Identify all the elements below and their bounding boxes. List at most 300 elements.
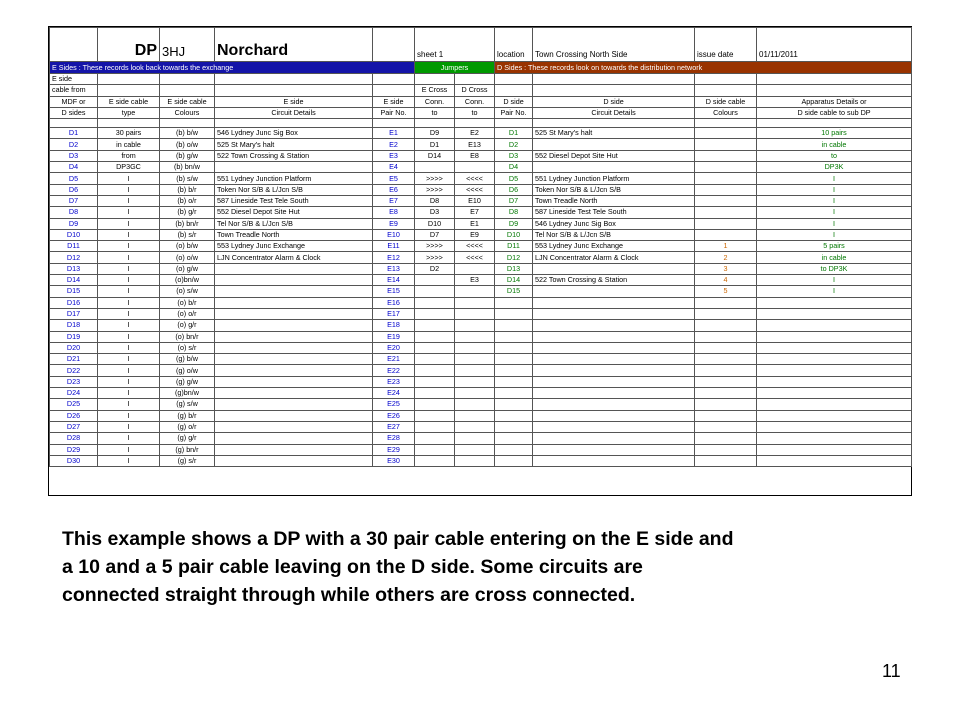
- d-pair-cell: D15: [495, 286, 533, 297]
- d-cross-cell: [455, 263, 495, 274]
- mdf-cell: D4: [50, 162, 98, 173]
- e-colours-cell: (o) s/w: [160, 286, 215, 297]
- e-pair-cell: E4: [373, 162, 415, 173]
- table-row: [50, 365, 912, 376]
- e-pair-cell: E6: [373, 184, 415, 195]
- d-colours-cell: [695, 207, 757, 218]
- d-pair-cell: D8: [495, 207, 533, 218]
- d-cross-cell: E9: [455, 229, 495, 240]
- apparatus-cell: [757, 444, 912, 455]
- mdf-cell: D11: [50, 241, 98, 252]
- d-colours-cell: [695, 410, 757, 421]
- d-cross-cell: E1: [455, 218, 495, 229]
- e-colours-cell: (b) o/w: [160, 139, 215, 150]
- e-colours-cell: (b) g/r: [160, 207, 215, 218]
- e-pair-cell: E5: [373, 173, 415, 184]
- d-colours-cell: 3: [695, 263, 757, 274]
- mdf-cell: D3: [50, 150, 98, 161]
- d-colours-cell: [695, 376, 757, 387]
- header-cell: D side cable: [695, 96, 757, 107]
- d-cross-cell: [455, 421, 495, 432]
- d-cross-cell: [455, 399, 495, 410]
- d-pair-cell: [495, 308, 533, 319]
- cable-type-cell: in cable: [98, 139, 160, 150]
- cable-type-cell: I: [98, 297, 160, 308]
- e-colours-cell: (o) g/r: [160, 320, 215, 331]
- apparatus-cell: [757, 354, 912, 365]
- d-colours-cell: [695, 173, 757, 184]
- e-colours-cell: (g) b/r: [160, 410, 215, 421]
- apparatus-cell: [757, 320, 912, 331]
- apparatus-cell: [757, 308, 912, 319]
- e-circuit-cell: 551 Lydney Junction Platform: [215, 173, 373, 184]
- header-cell: Colours: [160, 107, 215, 118]
- d-pair-cell: [495, 320, 533, 331]
- d-pair-cell: [495, 354, 533, 365]
- header-cell: MDF or: [50, 96, 98, 107]
- d-pair-cell: [495, 421, 533, 432]
- d-pair-cell: [495, 376, 533, 387]
- header-cell: E Cross: [415, 85, 455, 96]
- d-cross-cell: E2: [455, 128, 495, 139]
- d-circuit-cell: 522 Town Crossing & Station: [533, 275, 695, 286]
- mdf-cell: D6: [50, 184, 98, 195]
- e-pair-cell: E3: [373, 150, 415, 161]
- e-colours-cell: (b) b/r: [160, 184, 215, 195]
- e-colours-cell: (o) s/r: [160, 342, 215, 353]
- header-cell: Circuit Details: [215, 107, 373, 118]
- d-cross-cell: [455, 365, 495, 376]
- header-row-3: [50, 96, 912, 107]
- dp-record-table: [49, 27, 912, 467]
- apparatus-cell: in cable: [757, 252, 912, 263]
- d-pair-cell: D13: [495, 263, 533, 274]
- d-cross-cell: E3: [455, 275, 495, 286]
- e-pair-cell: E17: [373, 308, 415, 319]
- e-cross-cell: [415, 275, 455, 286]
- apparatus-cell: [757, 342, 912, 353]
- header-cell: Pair No.: [495, 107, 533, 118]
- d-circuit-cell: [533, 162, 695, 173]
- e-cross-cell: >>>>: [415, 252, 455, 263]
- d-circuit-cell: [533, 331, 695, 342]
- e-pair-cell: E13: [373, 263, 415, 274]
- d-colours-cell: [695, 365, 757, 376]
- e-colours-cell: (g) s/r: [160, 455, 215, 466]
- apparatus-cell: I: [757, 275, 912, 286]
- mdf-cell: D22: [50, 365, 98, 376]
- d-circuit-cell: 552 Diesel Depot Site Hut: [533, 150, 695, 161]
- e-colours-cell: (g) o/r: [160, 421, 215, 432]
- d-pair-cell: D14: [495, 275, 533, 286]
- e-cross-cell: D3: [415, 207, 455, 218]
- e-colours-cell: (b) b/w: [160, 128, 215, 139]
- e-cross-cell: [415, 399, 455, 410]
- d-colours-cell: 5: [695, 286, 757, 297]
- d-colours-cell: [695, 433, 757, 444]
- d-cross-cell: E10: [455, 195, 495, 206]
- cable-type-cell: DP3GC: [98, 162, 160, 173]
- mdf-cell: D14: [50, 275, 98, 286]
- e-cross-cell: [415, 444, 455, 455]
- table-row: [50, 421, 912, 432]
- d-cross-cell: [455, 297, 495, 308]
- e-cross-cell: [415, 388, 455, 399]
- d-circuit-cell: [533, 308, 695, 319]
- e-pair-cell: E20: [373, 342, 415, 353]
- issue-date-value: 01/11/2011: [757, 28, 912, 62]
- d-cross-cell: <<<<: [455, 252, 495, 263]
- table-row: [50, 162, 912, 173]
- e-colours-cell: (o) g/w: [160, 263, 215, 274]
- header-row-4: [50, 107, 912, 118]
- e-colours-cell: (o)bn/w: [160, 275, 215, 286]
- table-row: [50, 263, 912, 274]
- header-cell: to: [455, 107, 495, 118]
- e-colours-cell: (o) bn/r: [160, 331, 215, 342]
- e-circuit-cell: [215, 342, 373, 353]
- header-cell: D Cross: [455, 85, 495, 96]
- e-pair-cell: E25: [373, 399, 415, 410]
- e-colours-cell: (o) o/r: [160, 308, 215, 319]
- d-pair-cell: [495, 444, 533, 455]
- d-colours-cell: [695, 184, 757, 195]
- e-colours-cell: (g) g/r: [160, 433, 215, 444]
- e-pair-cell: E26: [373, 410, 415, 421]
- d-colours-cell: [695, 229, 757, 240]
- d-circuit-cell: 525 St Mary's halt: [533, 128, 695, 139]
- e-pair-cell: E18: [373, 320, 415, 331]
- e-circuit-cell: [215, 263, 373, 274]
- d-cross-cell: [455, 455, 495, 466]
- mdf-cell: D8: [50, 207, 98, 218]
- mdf-cell: D5: [50, 173, 98, 184]
- d-pair-cell: D12: [495, 252, 533, 263]
- cable-type-cell: I: [98, 399, 160, 410]
- d-cross-cell: [455, 410, 495, 421]
- e-circuit-cell: Tel Nor S/B & L/Jcn S/B: [215, 218, 373, 229]
- dp-name: Norchard: [215, 28, 373, 62]
- e-circuit-cell: [215, 433, 373, 444]
- e-circuit-cell: [215, 297, 373, 308]
- d-cross-cell: <<<<: [455, 173, 495, 184]
- e-pair-cell: E27: [373, 421, 415, 432]
- e-cross-cell: [415, 455, 455, 466]
- cable-type-cell: I: [98, 263, 160, 274]
- cable-type-cell: I: [98, 184, 160, 195]
- mdf-cell: D21: [50, 354, 98, 365]
- mdf-cell: D2: [50, 139, 98, 150]
- d-circuit-cell: Tel Nor S/B & L/Jcn S/B: [533, 229, 695, 240]
- d-cross-cell: [455, 286, 495, 297]
- location-value: Town Crossing North Side: [533, 28, 695, 62]
- d-circuit-cell: [533, 139, 695, 150]
- d-pair-cell: D1: [495, 128, 533, 139]
- cable-type-cell: I: [98, 207, 160, 218]
- e-circuit-cell: 522 Town Crossing & Station: [215, 150, 373, 161]
- d-colours-cell: [695, 297, 757, 308]
- d-cross-cell: [455, 376, 495, 387]
- d-circuit-cell: [533, 297, 695, 308]
- mdf-cell: D23: [50, 376, 98, 387]
- d-sides-band: D Sides : These records look on towards the distribution network: [495, 62, 912, 74]
- cable-type-cell: I: [98, 241, 160, 252]
- d-pair-cell: [495, 297, 533, 308]
- sheet-label: sheet 1: [415, 28, 495, 62]
- d-pair-cell: D10: [495, 229, 533, 240]
- table-row: [50, 320, 912, 331]
- e-cross-cell: >>>>: [415, 184, 455, 195]
- d-circuit-cell: [533, 410, 695, 421]
- d-pair-cell: D9: [495, 218, 533, 229]
- table-row: [50, 388, 912, 399]
- d-pair-cell: [495, 342, 533, 353]
- e-colours-cell: (g) b/w: [160, 354, 215, 365]
- header-cell: D sides: [50, 107, 98, 118]
- apparatus-cell: [757, 297, 912, 308]
- d-cross-cell: [455, 320, 495, 331]
- d-pair-cell: D3: [495, 150, 533, 161]
- spreadsheet: [48, 26, 912, 496]
- d-pair-cell: [495, 455, 533, 466]
- cable-type-cell: I: [98, 286, 160, 297]
- mdf-cell: D25: [50, 399, 98, 410]
- table-row: [50, 376, 912, 387]
- d-colours-cell: [695, 354, 757, 365]
- d-pair-cell: D11: [495, 241, 533, 252]
- e-cross-cell: [415, 433, 455, 444]
- table-row: [50, 297, 912, 308]
- e-circuit-cell: 525 St Mary's halt: [215, 139, 373, 150]
- e-circuit-cell: [215, 275, 373, 286]
- apparatus-cell: I: [757, 207, 912, 218]
- table-row: [50, 275, 912, 286]
- e-cross-cell: [415, 342, 455, 353]
- cable-type-cell: from: [98, 150, 160, 161]
- d-colours-cell: [695, 444, 757, 455]
- table-row: [50, 150, 912, 161]
- d-colours-cell: [695, 195, 757, 206]
- cable-type-cell: I: [98, 229, 160, 240]
- header-cell: Pair No.: [373, 107, 415, 118]
- apparatus-cell: [757, 433, 912, 444]
- header-cell: Circuit Details: [533, 107, 695, 118]
- e-colours-cell: (b) o/r: [160, 195, 215, 206]
- e-circuit-cell: [215, 444, 373, 455]
- d-cross-cell: <<<<: [455, 184, 495, 195]
- apparatus-cell: DP3K: [757, 162, 912, 173]
- mdf-cell: D17: [50, 308, 98, 319]
- apparatus-cell: I: [757, 195, 912, 206]
- e-cross-cell: D1: [415, 139, 455, 150]
- d-colours-cell: [695, 388, 757, 399]
- d-circuit-cell: 587 Lineside Test Tele South: [533, 207, 695, 218]
- d-cross-cell: [455, 331, 495, 342]
- header-cell: Conn.: [415, 96, 455, 107]
- e-circuit-cell: Token Nor S/B & L/Jcn S/B: [215, 184, 373, 195]
- mdf-cell: D13: [50, 263, 98, 274]
- d-circuit-cell: [533, 421, 695, 432]
- mdf-cell: D15: [50, 286, 98, 297]
- d-pair-cell: D5: [495, 173, 533, 184]
- cable-type-cell: I: [98, 195, 160, 206]
- e-colours-cell: (o) b/w: [160, 241, 215, 252]
- mdf-cell: D10: [50, 229, 98, 240]
- table-row: [50, 410, 912, 421]
- apparatus-cell: I: [757, 286, 912, 297]
- e-sides-band: E Sides : These records look back towards the exchange: [50, 62, 415, 74]
- e-colours-cell: (o) b/r: [160, 297, 215, 308]
- d-cross-cell: [455, 433, 495, 444]
- d-colours-cell: [695, 218, 757, 229]
- e-cross-cell: D9: [415, 128, 455, 139]
- mdf-cell: D20: [50, 342, 98, 353]
- d-colours-cell: 2: [695, 252, 757, 263]
- d-circuit-cell: [533, 455, 695, 466]
- apparatus-cell: to: [757, 150, 912, 161]
- apparatus-cell: I: [757, 173, 912, 184]
- mdf-cell: D24: [50, 388, 98, 399]
- e-cross-cell: [415, 286, 455, 297]
- e-pair-cell: E12: [373, 252, 415, 263]
- d-colours-cell: [695, 308, 757, 319]
- e-cross-cell: [415, 308, 455, 319]
- e-cross-cell: D7: [415, 229, 455, 240]
- e-circuit-cell: [215, 365, 373, 376]
- d-circuit-cell: [533, 388, 695, 399]
- e-cross-cell: >>>>: [415, 241, 455, 252]
- d-circuit-cell: [533, 320, 695, 331]
- d-circuit-cell: [533, 286, 695, 297]
- cable-type-cell: 30 pairs: [98, 128, 160, 139]
- e-pair-cell: E22: [373, 365, 415, 376]
- e-pair-cell: E24: [373, 388, 415, 399]
- apparatus-cell: [757, 376, 912, 387]
- e-circuit-cell: LJN Concentrator Alarm & Clock: [215, 252, 373, 263]
- table-row: [50, 139, 912, 150]
- mdf-cell: D7: [50, 195, 98, 206]
- cable-type-cell: I: [98, 320, 160, 331]
- e-cross-cell: >>>>: [415, 173, 455, 184]
- dp-code: 3HJ: [160, 28, 215, 62]
- d-circuit-cell: [533, 342, 695, 353]
- d-circuit-cell: [533, 433, 695, 444]
- e-cross-cell: D8: [415, 195, 455, 206]
- d-pair-cell: D4: [495, 162, 533, 173]
- table-row: [50, 195, 912, 206]
- cable-type-cell: I: [98, 342, 160, 353]
- issue-date-label: issue date: [695, 28, 757, 62]
- header-cell: D side: [495, 96, 533, 107]
- e-circuit-cell: [215, 388, 373, 399]
- d-colours-cell: [695, 399, 757, 410]
- d-cross-cell: E7: [455, 207, 495, 218]
- e-cross-cell: D14: [415, 150, 455, 161]
- cable-type-cell: I: [98, 410, 160, 421]
- d-colours-cell: [695, 342, 757, 353]
- mdf-cell: D9: [50, 218, 98, 229]
- table-row: [50, 218, 912, 229]
- title-row: [50, 28, 912, 62]
- d-pair-cell: [495, 388, 533, 399]
- location-label: location: [495, 28, 533, 62]
- jumpers-band: Jumpers: [415, 62, 495, 74]
- e-circuit-cell: Town Treadle North: [215, 229, 373, 240]
- d-cross-cell: [455, 162, 495, 173]
- d-circuit-cell: [533, 365, 695, 376]
- d-cross-cell: [455, 444, 495, 455]
- apparatus-cell: [757, 331, 912, 342]
- e-cross-cell: [415, 331, 455, 342]
- d-circuit-cell: 546 Lydney Junc Sig Box: [533, 218, 695, 229]
- cable-type-cell: I: [98, 444, 160, 455]
- caption-line: This example shows a DP with a 30 pair cable entering on the E side and: [62, 528, 734, 550]
- header-cell: E side: [50, 74, 98, 85]
- apparatus-cell: I: [757, 229, 912, 240]
- table-row: [50, 184, 912, 195]
- cable-type-cell: I: [98, 252, 160, 263]
- e-pair-cell: E15: [373, 286, 415, 297]
- e-colours-cell: (g) bn/r: [160, 444, 215, 455]
- e-cross-cell: [415, 297, 455, 308]
- page-number: 11: [882, 661, 901, 681]
- d-circuit-cell: [533, 354, 695, 365]
- table-row: [50, 252, 912, 263]
- mdf-cell: D18: [50, 320, 98, 331]
- table-row: [50, 229, 912, 240]
- caption: [62, 525, 902, 609]
- table-row: [50, 399, 912, 410]
- d-circuit-cell: 553 Lydney Junc Exchange: [533, 241, 695, 252]
- e-pair-cell: E19: [373, 331, 415, 342]
- table-row: [50, 331, 912, 342]
- cable-type-cell: I: [98, 354, 160, 365]
- e-circuit-cell: [215, 421, 373, 432]
- d-colours-cell: 4: [695, 275, 757, 286]
- apparatus-cell: I: [757, 184, 912, 195]
- e-cross-cell: [415, 320, 455, 331]
- mdf-cell: D30: [50, 455, 98, 466]
- d-pair-cell: D6: [495, 184, 533, 195]
- d-circuit-cell: [533, 376, 695, 387]
- e-pair-cell: E9: [373, 218, 415, 229]
- cable-type-cell: I: [98, 218, 160, 229]
- cable-type-cell: I: [98, 275, 160, 286]
- d-pair-cell: [495, 410, 533, 421]
- apparatus-cell: in cable: [757, 139, 912, 150]
- header-cell: Colours: [695, 107, 757, 118]
- e-circuit-cell: [215, 162, 373, 173]
- mdf-cell: D16: [50, 297, 98, 308]
- apparatus-cell: [757, 455, 912, 466]
- spacer-row: [50, 119, 912, 128]
- caption-line: connected straight through while others are cross connected.: [62, 584, 636, 606]
- e-circuit-cell: 546 Lydney Junc Sig Box: [215, 128, 373, 139]
- header-cell: E side cable: [98, 96, 160, 107]
- e-pair-cell: E7: [373, 195, 415, 206]
- header-cell: Apparatus Details or: [757, 96, 912, 107]
- apparatus-cell: to DP3K: [757, 263, 912, 274]
- e-circuit-cell: [215, 376, 373, 387]
- apparatus-cell: 10 pairs: [757, 128, 912, 139]
- table-row: [50, 455, 912, 466]
- d-circuit-cell: [533, 263, 695, 274]
- apparatus-cell: I: [757, 218, 912, 229]
- e-colours-cell: (b) s/r: [160, 229, 215, 240]
- cable-type-cell: I: [98, 433, 160, 444]
- table-row: [50, 433, 912, 444]
- cable-type-cell: I: [98, 365, 160, 376]
